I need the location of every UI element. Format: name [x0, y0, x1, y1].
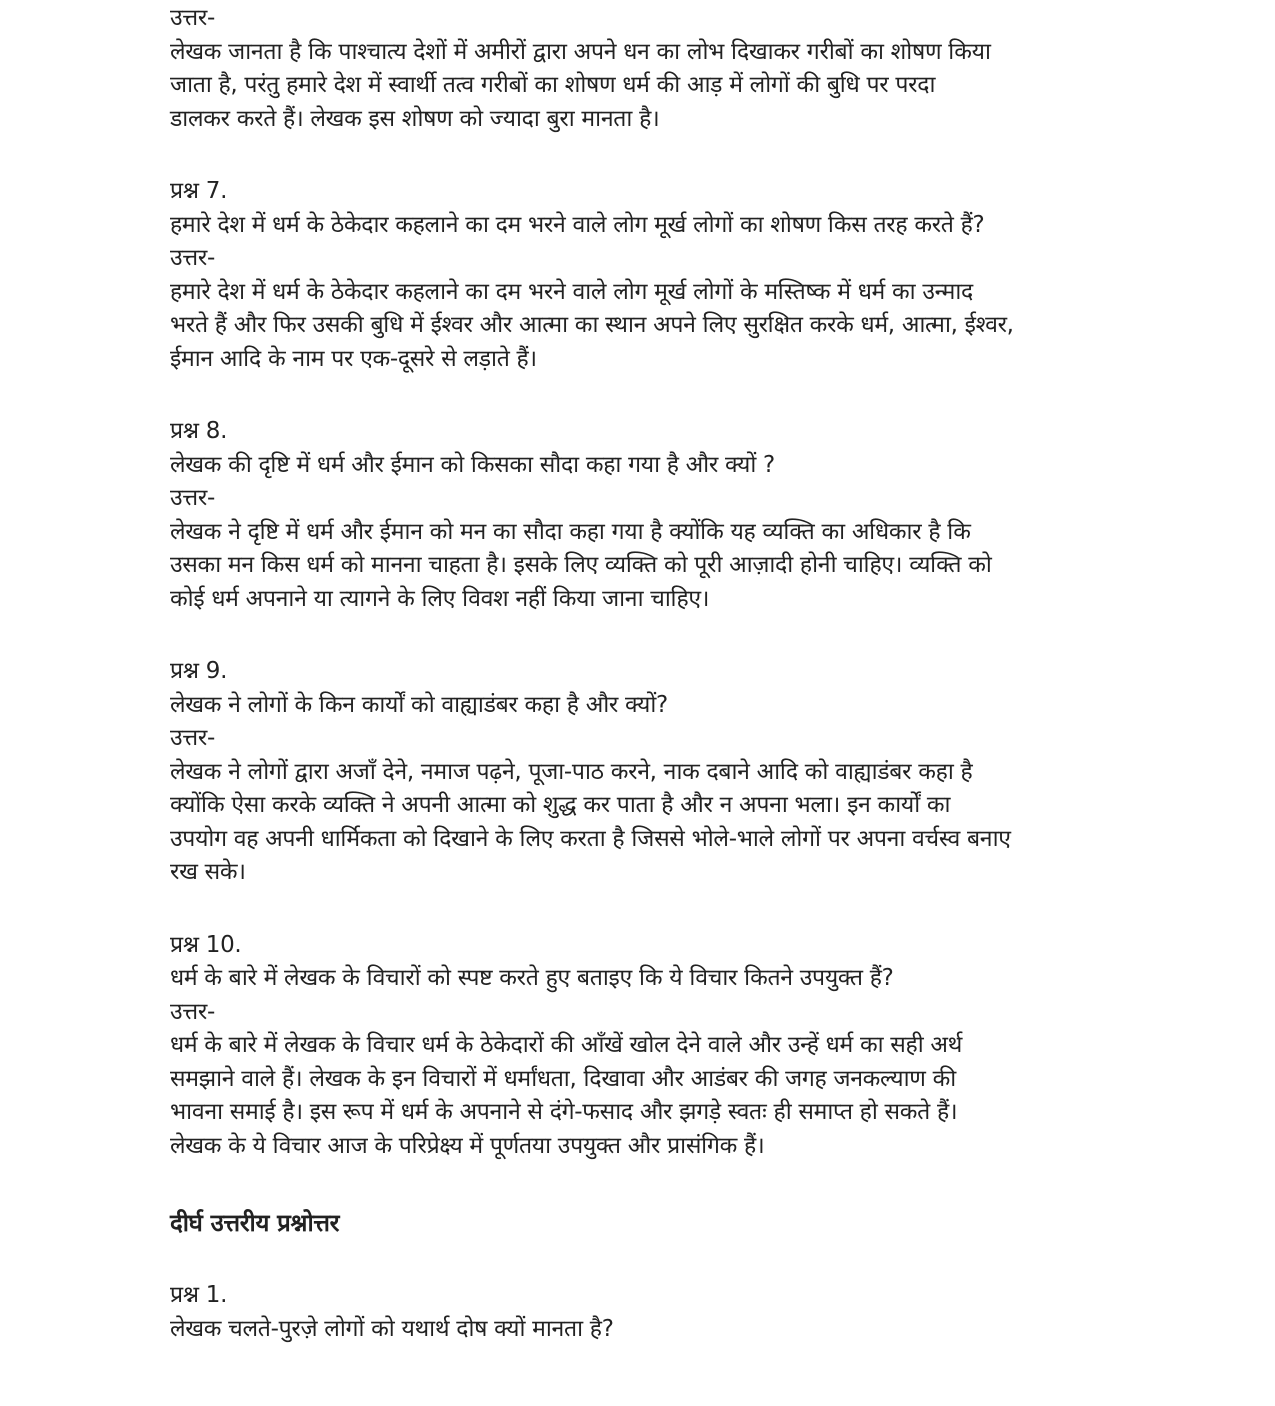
spacer [170, 376, 1160, 415]
answer-label: उत्तर- [170, 485, 216, 511]
section-heading: दीर्घ उत्तरीय प्रश्नोत्तर [170, 1209, 340, 1237]
answer-label: उत्तर- [170, 725, 216, 751]
answer-line: लेखक जानता है कि पाश्चात्य देशों में अमीरों द्वारा अपने धन का लोभ दिखाकर गरीबों का शोषण किया [170, 38, 991, 65]
answer-line: लेखक के ये विचार आज के परिप्रेक्ष्य में पूर्णतया उपयुक्त और प्रासंगिक हैं। [170, 1132, 765, 1159]
spacer [170, 890, 1160, 929]
question-block-9 [170, 655, 1160, 890]
answer-line: उसका मन किस धर्म को मानना चाहता है। इसके लिए व्यक्ति को पूरी आज़ादी होनी चाहिए। व्यक्ति को [170, 552, 992, 578]
answer-line: समझाने वाले हैं। लेखक के इन विचारों में धर्मांधता, दिखावा और आडंबर की जगह जनकल्याण की [170, 1065, 956, 1092]
question-block-8 [170, 415, 1160, 616]
spacer [170, 1163, 1160, 1205]
answer-line: उपयोग वह अपनी धार्मिकता को दिखाने के लिए करता है जिससे भोले-भाले लोगों पर अपना वर्चस्व बनाए [170, 825, 1011, 852]
spacer [170, 616, 1160, 655]
answer-label: उत्तर- [170, 5, 216, 31]
answer-line: लेखक ने लोगों द्वारा अजाँ देने, नमाज पढ़ने, पूजा-पाठ करने, नाक दबाने आदि को वाह्याडंबर कहा है [170, 758, 973, 785]
answer-line: क्योंकि ऐसा करके व्यक्ति ने अपनी आत्मा को शुद्ध कर पाता है और न अपना भला। इन कार्यों का [170, 792, 951, 818]
question-number: प्रश्न 8. [170, 418, 228, 444]
answer-line: डालकर करते हैं। लेखक इस शोषण को ज्यादा बुरा मानता है। [170, 105, 660, 132]
document-body [170, 2, 1160, 1346]
question-number: प्रश्न 9. [170, 658, 228, 684]
answer-label: उत्तर- [170, 998, 216, 1025]
answer-line: धर्म के बारे में लेखक के विचार धर्म के ठेकेदारों की आँखें खोल देने वाले और उन्हें धर्म का सही अर्थ [170, 1032, 963, 1058]
answer-block-q6 [170, 2, 1160, 136]
question-text: लेखक चलते-पुरज़े लोगों को यथार्थ दोष क्यों मानता है? [170, 1315, 614, 1342]
question-block-10 [170, 929, 1160, 1164]
answer-line: लेखक ने दृष्टि में धर्म और ईमान को मन का सौदा कहा गया है क्योंकि यह व्यक्ति का अधिकार है कि [170, 518, 971, 545]
answer-line: हमारे देश में धर्म के ठेकेदार कहलाने का दम भरने वाले लोग मूर्ख लोगों के मस्तिष्क में धर्म का उन्माद [170, 278, 973, 305]
answer-line: भावना समाई है। इस रूप में धर्म के अपनाने से दंगे-फसाद और झगड़े स्वतः ही समाप्त हो सकते हैं। [170, 1099, 958, 1125]
long-question-block-1 [170, 1279, 1160, 1346]
spacer [170, 1241, 1160, 1279]
answer-label: उत्तर- [170, 245, 216, 271]
answer-line: जाता है, परंतु हमारे देश में स्वार्थी तत्व गरीबों का शोषण धर्म की आड़ में लोगों की बुधि पर परदा [170, 72, 936, 98]
answer-line: ईमान आदि के नाम पर एक-दूसरे से लड़ाते हैं। [170, 345, 537, 372]
question-text: लेखक ने लोगों के किन कार्यों को वाह्याडंबर कहा है और क्यों? [170, 691, 668, 718]
question-text: धर्म के बारे में लेखक के विचारों को स्पष्ट करते हुए बताइए कि ये विचार कितने उपयुक्त हैं? [170, 965, 894, 991]
question-number: प्रश्न 1. [170, 1282, 228, 1308]
question-number: प्रश्न 10. [170, 931, 242, 958]
question-number: प्रश्न 7. [170, 178, 228, 204]
answer-line: रख सके। [170, 859, 246, 885]
spacer [170, 136, 1160, 175]
question-block-7 [170, 175, 1160, 376]
answer-line: कोई धर्म अपनाने या त्यागने के लिए विवश नहीं किया जाना चाहिए। [170, 585, 710, 612]
question-text: हमारे देश में धर्म के ठेकेदार कहलाने का दम भरने वाले लोग मूर्ख लोगों का शोषण किस तरह करते हैं? [170, 211, 985, 238]
answer-line: भरते हैं और फिर उसकी बुधि में ईश्वर और आत्मा का स्थान अपने लिए सुरक्षित करके धर्म, आत्मा, ईश्वर, [170, 312, 1014, 338]
question-text: लेखक की दृष्टि में धर्म और ईमान को किसका सौदा कहा गया है और क्यों ? [170, 451, 775, 478]
